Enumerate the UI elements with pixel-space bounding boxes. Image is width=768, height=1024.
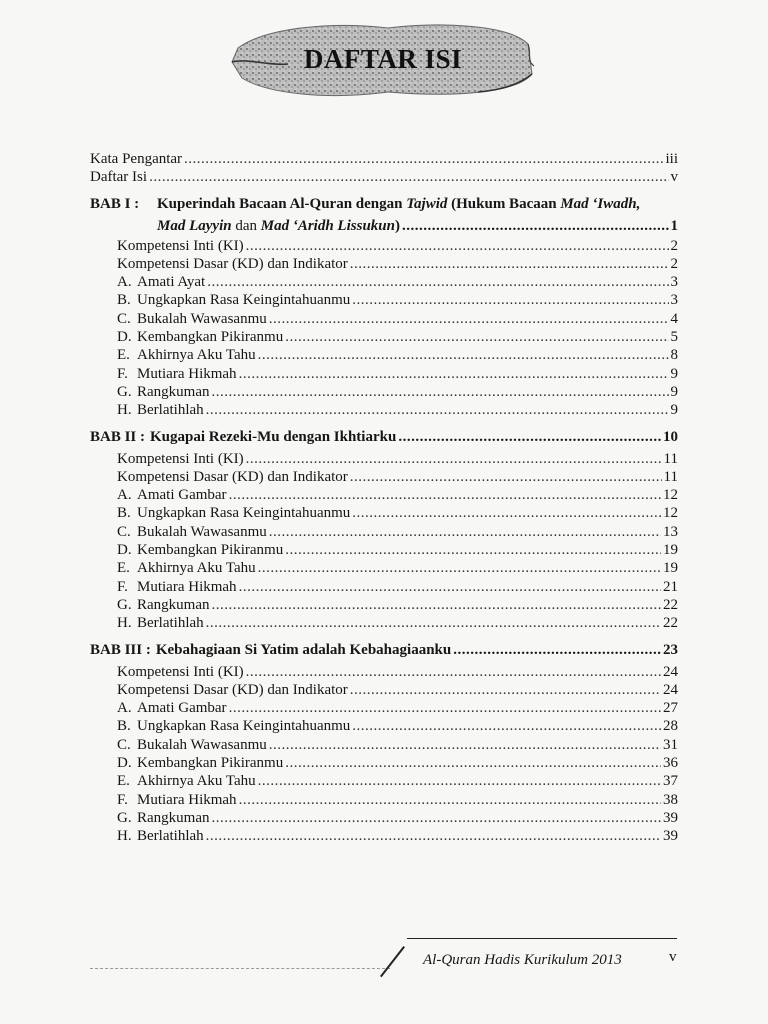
entry-label: Berlatihlah xyxy=(137,828,204,845)
page-number: 27 xyxy=(663,700,678,717)
leader-dots xyxy=(402,215,669,237)
entry-letter: G. xyxy=(117,809,132,826)
toc-entry[interactable] xyxy=(90,559,678,577)
entry-label: Ungkapkan Rasa Keingintahuanmu xyxy=(137,718,351,735)
entry-letter: H. xyxy=(117,402,132,419)
entry-label: Berlatihlah xyxy=(137,402,204,419)
page-number: 19 xyxy=(663,560,678,577)
toc-entry[interactable] xyxy=(90,237,678,255)
entry-label: Rangkuman xyxy=(137,809,210,826)
toc-entry[interactable] xyxy=(90,291,678,309)
entry-letter: C. xyxy=(117,523,131,540)
toc-entry[interactable] xyxy=(90,523,678,541)
leader-dots xyxy=(350,681,661,699)
leader-dots xyxy=(453,639,661,661)
chapter-number: BAB III : xyxy=(90,641,151,658)
leader-dots xyxy=(212,383,669,401)
page-number: 8 xyxy=(670,347,678,364)
toc-entry[interactable] xyxy=(90,328,678,346)
chapter-items xyxy=(90,450,678,633)
leader-dots xyxy=(207,273,668,291)
footer-page-number: v xyxy=(669,949,677,965)
entry-letter: F. xyxy=(117,791,128,808)
entry-letter: F. xyxy=(117,578,128,595)
leader-dots xyxy=(239,578,661,596)
chapter-number: BAB II : xyxy=(90,428,146,445)
entry-letter: B. xyxy=(117,718,131,735)
leader-dots xyxy=(206,827,661,845)
toc-entry[interactable] xyxy=(90,717,678,735)
entry-label: Kembangkan Pikiranmu xyxy=(137,542,284,559)
entry-letter: E. xyxy=(117,773,130,790)
entry-label: Mutiara Hikmah xyxy=(137,578,237,595)
page-number: 2 xyxy=(670,255,678,272)
page-number: 19 xyxy=(663,542,678,559)
leader-dots xyxy=(149,168,668,186)
page-number: 5 xyxy=(670,329,678,346)
chapter-items xyxy=(90,663,678,846)
title-banner xyxy=(228,18,538,102)
toc-entry[interactable] xyxy=(90,273,678,291)
toc-entry[interactable] xyxy=(90,310,678,328)
entry-label: Bukalah Wawasanmu xyxy=(137,523,267,540)
footer-slash xyxy=(380,946,405,977)
page-number: 4 xyxy=(670,310,678,327)
toc-entry[interactable] xyxy=(90,578,678,596)
entry-label: Amati Gambar xyxy=(137,700,227,717)
page-number: 38 xyxy=(663,791,678,808)
toc-entry[interactable] xyxy=(90,383,678,401)
leader-dots xyxy=(239,365,669,383)
leader-dots xyxy=(184,150,663,168)
toc-entry[interactable] xyxy=(90,596,678,614)
leader-dots xyxy=(229,699,661,717)
leader-dots xyxy=(352,291,668,309)
page-number: 3 xyxy=(670,274,678,291)
toc-entry[interactable] xyxy=(90,827,678,845)
toc-entry[interactable] xyxy=(90,450,678,468)
footer-dashed-rule xyxy=(90,968,390,969)
toc-entry[interactable] xyxy=(90,401,678,419)
toc-entry[interactable] xyxy=(90,809,678,827)
leader-dots xyxy=(246,450,662,468)
page-number: 9 xyxy=(670,383,678,400)
page-number: 11 xyxy=(663,450,678,467)
leader-dots xyxy=(350,255,669,273)
toc-entry[interactable] xyxy=(90,150,678,168)
page-number: 39 xyxy=(663,809,678,826)
toc-entry[interactable] xyxy=(90,736,678,754)
leader-dots xyxy=(239,791,661,809)
page-number: 13 xyxy=(663,523,678,540)
entry-label: Ungkapkan Rasa Keingintahuanmu xyxy=(137,292,351,309)
entry-letter: C. xyxy=(117,310,131,327)
toc-entry[interactable] xyxy=(90,486,678,504)
toc-entry[interactable] xyxy=(90,772,678,790)
chapter-heading[interactable] xyxy=(90,639,678,661)
entry-letter: F. xyxy=(117,365,128,382)
entry-label: Akhirnya Aku Tahu xyxy=(137,347,256,364)
entry-label: Rangkuman xyxy=(137,383,210,400)
entry-letter: B. xyxy=(117,292,131,309)
page-number: 28 xyxy=(663,718,678,735)
page-number: 36 xyxy=(663,755,678,772)
page-number: iii xyxy=(665,151,678,167)
page-number: 22 xyxy=(663,596,678,613)
toc-entry[interactable] xyxy=(90,541,678,559)
page-number: 12 xyxy=(663,487,678,504)
page-number: 10 xyxy=(663,428,678,445)
leader-dots xyxy=(285,328,668,346)
page-number: 9 xyxy=(670,402,678,419)
toc-entry[interactable] xyxy=(90,663,678,681)
entry-label: Mutiara Hikmah xyxy=(137,365,237,382)
footer-rule xyxy=(407,938,677,939)
entry-letter: D. xyxy=(117,329,132,346)
entry-letter: B. xyxy=(117,505,131,522)
page-number: 31 xyxy=(663,736,678,753)
toc-entry[interactable] xyxy=(90,681,678,699)
chapter-title: Kugapai Rezeki-Mu dengan Ikhtiarku xyxy=(150,428,397,445)
chapter-items xyxy=(90,237,678,420)
toc-entry[interactable] xyxy=(90,504,678,522)
toc-entry[interactable] xyxy=(90,346,678,364)
entry-letter: D. xyxy=(117,755,132,772)
chapter-title-line2: Mad Layyin dan Mad ‘Aridh Lissukun) xyxy=(157,217,400,234)
entry-label: Bukalah Wawasanmu xyxy=(137,310,267,327)
entry-letter: E. xyxy=(117,347,130,364)
page-number: 24 xyxy=(663,681,678,698)
page-number: 2 xyxy=(670,237,678,254)
page-title: DAFTAR ISI xyxy=(303,44,463,74)
leader-dots xyxy=(258,346,669,364)
leader-dots xyxy=(352,504,661,522)
toc-entry[interactable] xyxy=(90,699,678,717)
chapter-number: BAB I : xyxy=(90,195,140,212)
leader-dots xyxy=(229,486,661,504)
chapter-title: Kebahagiaan Si Yatim adalah Kebahagiaanku xyxy=(155,641,452,658)
leader-dots xyxy=(269,736,661,754)
entry-letter: A. xyxy=(117,487,132,504)
leader-dots xyxy=(212,809,662,827)
entry-label: Akhirnya Aku Tahu xyxy=(137,560,256,577)
chapter-heading[interactable] xyxy=(90,193,678,237)
entry-letter: D. xyxy=(117,542,132,559)
toc-entry[interactable] xyxy=(90,468,678,486)
entry-label: Kompetensi Inti (KI) xyxy=(117,450,244,467)
entry-label: Kembangkan Pikiranmu xyxy=(137,329,284,346)
page-number: 9 xyxy=(670,365,678,382)
entry-label: Amati Ayat xyxy=(137,274,206,291)
page-number: 23 xyxy=(663,641,678,658)
page-number: v xyxy=(670,169,678,186)
entry-letter: E. xyxy=(117,560,130,577)
leader-dots xyxy=(206,614,661,632)
entry-label: Kata Pengantar xyxy=(90,151,183,167)
leader-dots xyxy=(206,401,669,419)
chapter-heading[interactable] xyxy=(90,426,678,448)
entry-label: Mutiara Hikmah xyxy=(137,791,237,808)
entry-label: Kompetensi Dasar (KD) dan Indikator xyxy=(117,468,348,485)
entry-label: Bukalah Wawasanmu xyxy=(137,736,267,753)
entry-letter: C. xyxy=(117,736,131,753)
toc-entry[interactable] xyxy=(90,365,678,383)
leader-dots xyxy=(212,596,662,614)
entry-label: Berlatihlah xyxy=(137,615,204,632)
leader-dots xyxy=(246,663,661,681)
leader-dots xyxy=(258,772,661,790)
entry-label: Kompetensi Inti (KI) xyxy=(117,663,244,680)
page-number: 21 xyxy=(663,578,678,595)
leader-dots xyxy=(269,523,661,541)
entry-label: Kembangkan Pikiranmu xyxy=(137,755,284,772)
entry-label: Rangkuman xyxy=(137,596,210,613)
entry-letter: H. xyxy=(117,828,132,845)
leader-dots xyxy=(398,426,661,448)
page-number: 24 xyxy=(663,663,678,680)
entry-label: Daftar Isi xyxy=(90,169,148,186)
page-number: 37 xyxy=(663,773,678,790)
chapter-title-line1: Kuperindah Bacaan Al-Quran dengan Tajwid (Hukum Bacaan Mad ‘Iwadh, xyxy=(157,195,641,212)
entry-letter: G. xyxy=(117,596,132,613)
page-number: 22 xyxy=(663,615,678,632)
toc-entry[interactable] xyxy=(90,255,678,273)
page-number: 11 xyxy=(663,468,678,485)
leader-dots xyxy=(352,717,661,735)
page-number: 3 xyxy=(670,292,678,309)
toc-entry[interactable] xyxy=(90,614,678,632)
leader-dots xyxy=(246,237,669,255)
entry-letter: A. xyxy=(117,700,132,717)
toc-entry[interactable] xyxy=(90,791,678,809)
entry-label: Kompetensi Dasar (KD) dan Indikator xyxy=(117,681,348,698)
entry-label: Akhirnya Aku Tahu xyxy=(137,773,256,790)
entry-letter: A. xyxy=(117,274,132,291)
page-number: 39 xyxy=(663,828,678,845)
page-number: 12 xyxy=(663,505,678,522)
entry-label: Ungkapkan Rasa Keingintahuanmu xyxy=(137,505,351,522)
entry-label: Kompetensi Dasar (KD) dan Indikator xyxy=(117,255,348,272)
leader-dots xyxy=(285,754,661,772)
entry-letter: H. xyxy=(117,615,132,632)
entry-label: Amati Gambar xyxy=(137,487,227,504)
entry-letter: G. xyxy=(117,383,132,400)
leader-dots xyxy=(285,541,661,559)
toc-entry[interactable] xyxy=(90,754,678,772)
leader-dots xyxy=(269,310,669,328)
leader-dots xyxy=(258,559,661,577)
footer-book-title: Al-Quran Hadis Kurikulum 2013 xyxy=(423,952,622,968)
leader-dots xyxy=(350,468,662,486)
toc-entry[interactable] xyxy=(90,168,678,186)
entry-label: Kompetensi Inti (KI) xyxy=(117,237,244,254)
table-of-contents xyxy=(90,150,678,846)
page-number: 1 xyxy=(670,217,678,234)
